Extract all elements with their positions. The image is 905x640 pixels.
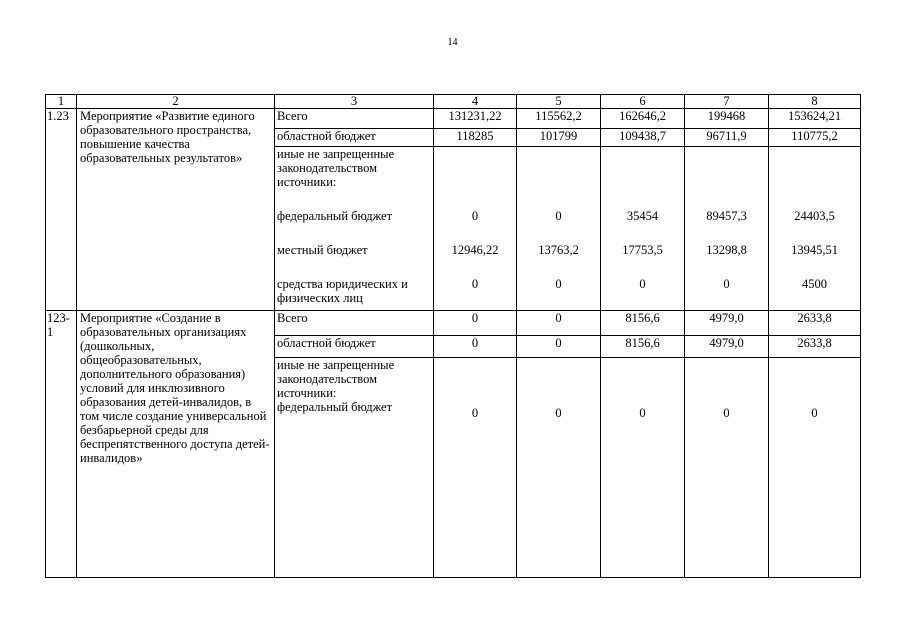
source-label: федеральный бюджет: [277, 209, 393, 223]
value-column: [517, 147, 601, 311]
value-column: [434, 358, 517, 578]
value-cell: 89457,3: [706, 209, 747, 223]
value-cell: 153624,21: [769, 109, 861, 129]
source-label: федеральный бюджет: [277, 400, 393, 414]
value-cell: 0: [723, 277, 730, 291]
value-cell: 24403,5: [794, 209, 835, 223]
value-cell: 4979,0: [685, 336, 769, 358]
value-cell: 8156,6: [601, 311, 685, 336]
measure-number: 123-1: [46, 311, 77, 578]
value-cell: 0: [555, 209, 562, 223]
value-cell: 4979,0: [685, 311, 769, 336]
value-column: [601, 147, 685, 311]
header-cell: 4: [434, 95, 517, 109]
header-cell: 3: [275, 95, 434, 109]
value-cell: 12946,22: [451, 243, 499, 257]
other-sources-intro: иные не запрещенные законодательством источники:: [277, 147, 395, 189]
value-cell: 0: [555, 277, 562, 291]
value-cell: 0: [555, 406, 562, 420]
table-row: [46, 311, 861, 336]
value-cell: 35454: [626, 209, 659, 223]
value-cell: 2633,8: [769, 311, 861, 336]
value-column: [685, 147, 769, 311]
value-cell: 162646,2: [601, 109, 685, 129]
value-cell: 0: [434, 311, 517, 336]
value-cell: 13763,2: [538, 243, 579, 257]
other-sources-cell: [275, 147, 434, 311]
value-cell: 17753,5: [622, 243, 663, 257]
value-cell: 109438,7: [601, 129, 685, 147]
value-column: [517, 358, 601, 578]
value-column: [769, 358, 861, 578]
value-cell: 13298,8: [706, 243, 747, 257]
value-cell: 96711,9: [685, 129, 769, 147]
header-row: [46, 95, 861, 109]
value-cell: 0: [471, 406, 479, 420]
value-cell: 0: [723, 406, 730, 420]
source-label: местный бюджет: [277, 243, 368, 257]
source-label: областной бюджет: [275, 129, 434, 147]
table-row: [46, 109, 861, 129]
header-cell: 8: [769, 95, 861, 109]
header-cell: 5: [517, 95, 601, 109]
value-cell: 0: [434, 336, 517, 358]
value-cell: 0: [811, 406, 818, 420]
value-column: [434, 147, 517, 311]
value-column: [769, 147, 861, 311]
value-cell: 0: [517, 336, 601, 358]
value-cell: 0: [639, 406, 646, 420]
source-label: Всего: [275, 109, 434, 129]
header-cell: 2: [77, 95, 275, 109]
value-cell: 0: [471, 209, 479, 223]
value-cell: 131231,22: [434, 109, 517, 129]
value-cell: 13945,51: [791, 243, 838, 257]
measure-name: Мероприятие «Развитие единого образовательного пространства, повышение качества образовательных результатов»: [77, 109, 275, 311]
value-cell: 110775,2: [769, 129, 861, 147]
value-cell: 0: [517, 311, 601, 336]
value-cell: 0: [639, 277, 646, 291]
value-cell: 0: [471, 277, 479, 291]
header-cell: 6: [601, 95, 685, 109]
value-cell: 2633,8: [769, 336, 861, 358]
value-cell: 115562,2: [517, 109, 601, 129]
budget-table: [45, 94, 861, 578]
source-label: средства юридических и физических лиц: [277, 277, 408, 305]
header-cell: 7: [685, 95, 769, 109]
source-label: Всего: [275, 311, 434, 336]
page-number: 14: [447, 37, 458, 48]
value-cell: 4500: [802, 277, 827, 291]
value-cell: 118285: [434, 129, 517, 147]
value-cell: 199468: [685, 109, 769, 129]
value-cell: 101799: [517, 129, 601, 147]
measure-number: 1.23: [46, 109, 77, 311]
measure-name: Мероприятие «Создание в образовательных организациях (дошкольных, общеобразовательных, дополнительного образования) условий для инклюзивного образования детей-инвалидов, в том числе создание универсальной безбарьерной среды для беспрепятственного доступа детей-инвалидов»: [77, 311, 275, 578]
source-label: областной бюджет: [275, 336, 434, 358]
value-cell: 8156,6: [601, 336, 685, 358]
other-sources-intro: иные не запрещенные законодательством источники:: [277, 358, 395, 400]
other-sources-cell: [275, 358, 434, 578]
value-column: [601, 358, 685, 578]
value-column: [685, 358, 769, 578]
header-cell: 1: [46, 95, 77, 109]
